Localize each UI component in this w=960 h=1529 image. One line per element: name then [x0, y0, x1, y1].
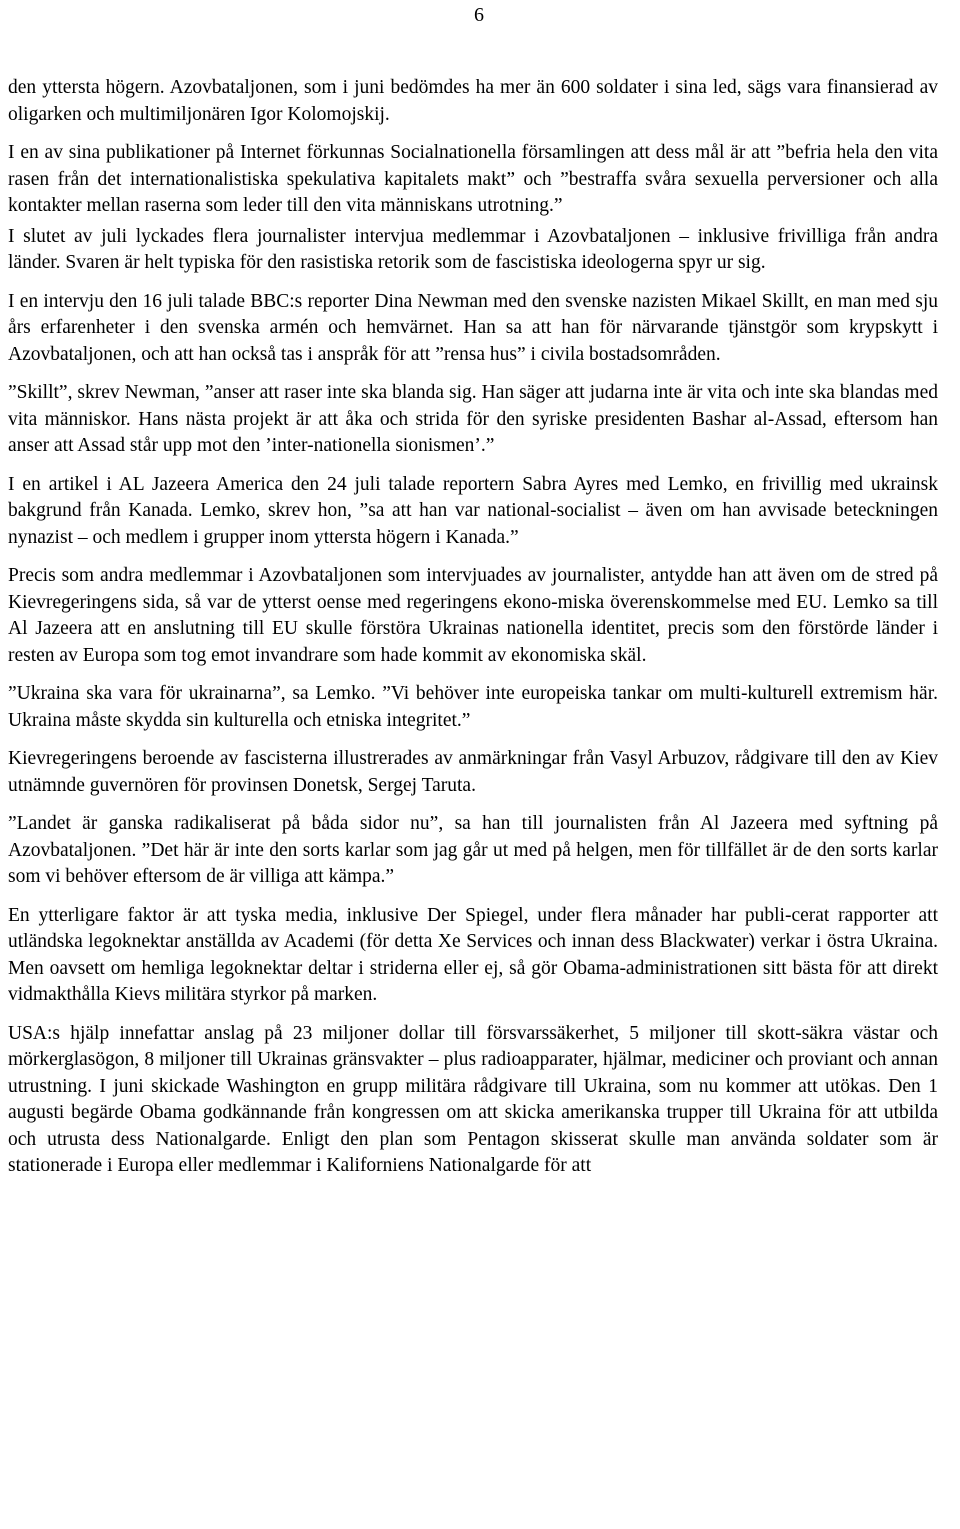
paragraph-12: USA:s hjälp innefattar anslag på 23 miljoner dollar till försvarssäkerhet, 5 miljoner till skott-säkra västar och mörkerglasögon, 8 miljoner till Ukrainas gränsvakter – plus radioapparater, hjälmar, mediciner och proviant och annan utrustning. I juni skickade Washington en grupp militära rådgivare till Ukraina, som nu kommer att utökas. Den 1 augusti begärde Obama godkännande från kongressen om att skicka amerikanska trupper till Ukraina för att utbilda och utrusta dess Nationalgarde. Enligt den plan som Pentagon skisserat skulle man använda soldater som är stationerade i Europa eller medlemmar i Kaliforniens Nationalgarde för att: [8, 1022, 938, 1176]
paragraph-5: ”Skillt”, skrev Newman, ”anser att raser inte ska blanda sig. Han säger att judarna inte är vita och inte ska blandas med vita människor. Hans nästa projekt är att åka och strida för den syriske presidenten Bashar al-Assad, eftersom han anser att Assad står upp mot den ’inter-nationella sionismen’.”: [8, 382, 938, 456]
paragraph-10: ”Landet är ganska radikaliserat på båda sidor nu”, sa han till journalisten från Al Jazeera med syftning på Azovbataljonen. ”Det här är inte den sorts karlar som jag går ut med på helgen, men för tillfället är de den sorts karlar som vi behöver eftersom de är villiga att kämpa.”: [8, 813, 938, 887]
body-text: [8, 75, 938, 1192]
paragraph-1: den yttersta högern. Azovbataljonen, som i juni bedömdes ha mer än 600 soldater i sina led, sägs vara finansierad av oligarken och multimiljonären Igor Kolomojskij.: [8, 77, 938, 125]
paragraph-7: Precis som andra medlemmar i Azovbataljonen som intervjuades av journalister, antydde han att även om de stred på Kievregeringens sida, så var de ytterst oense med regeringens ekono-miska överenskommelse med EU. Lemko sa till Al Jazeera att en anslutning till EU skulle förstöra Ukrainas nationella identitet, precis som den förstörde länder i resten av Europa som tog emot invandrare som hade kommit av ekonomiska skäl.: [8, 565, 938, 666]
page-number: 6: [474, 4, 484, 26]
paragraph-4: I en intervju den 16 juli talade BBC:s reporter Dina Newman med den svenske nazisten Mikael Skillt, en man med sju års erfarenheter i den svenska armén och hemvärnet. Han sa att han för närvarande tjänstgör som krypskytt i Azovbataljonen, och att han också tas i anspråk för att ”rensa hus” i civila bostadsområden.: [8, 290, 938, 365]
paragraph-11: En ytterligare faktor är att tyska media, inklusive Der Spiegel, under flera månader har publi-cerat rapporter att utländska legoknektar anställda av Academi (för detta Xe Services och innan dess Blackwater) verkar i östra Ukraina. Men oavsett om hemliga legoknektar deltar i striderna eller ej, så gör Obama-administrationen sitt bästa för att direkt vidmakthålla Kievs militära styrkor på marken.: [8, 904, 938, 1005]
paragraph-9: Kievregeringens beroende av fascisterna illustrerades av anmärkningar från Vasyl Arbuzov, rådgivare till den av Kiev utnämnde guvernören för provinsen Donetsk, Sergej Taruta.: [8, 748, 938, 796]
paragraph-3: I slutet av juli lyckades flera journalister intervjua medlemmar i Azovbataljonen – inklusive frivilliga från andra länder. Svaren är helt typiska för den rasistiska retorik som de fascistiska ideologerna spyr ur sig.: [8, 225, 938, 273]
paragraph-8: ”Ukraina ska vara för ukrainarna”, sa Lemko. ”Vi behöver inte europeiska tankar om multi-kulturell extremism här. Ukraina måste skydda sin kulturella och etniska integritet.”: [8, 683, 938, 731]
paragraph-2: I en av sina publikationer på Internet förkunnas Socialnationella församlingen att dess mål är att ”befria hela den vita rasen från det internationalistiska spekulativa kapitalets makt” och ”bestraffa svåra sexuella perversioner och alla kontakter mellan raserna som leder till den vita människans utrotning.”: [8, 142, 938, 216]
paragraph-6: I en artikel i AL Jazeera America den 24 juli talade reportern Sabra Ayres med Lemko, en frivillig med ukrainsk bakgrund från Kanada. Lemko, skrev hon, ”sa att han var national-socialist – även om han avvisade beteckningen nynazist – och medlem i grupper inom yttersta högern i Kanada.”: [8, 473, 938, 548]
